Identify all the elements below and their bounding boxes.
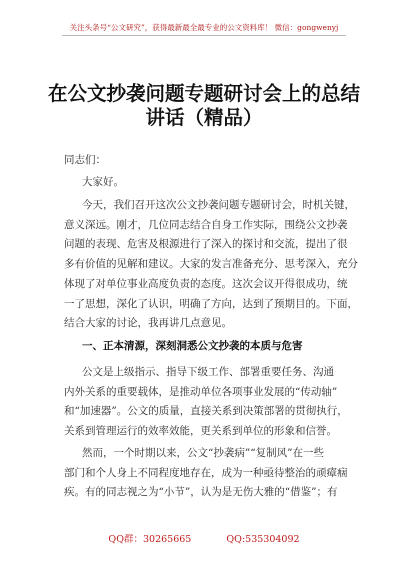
paragraph-line: 问题的表现、危害及根源进行了深入的探讨和交流，提出了很 — [64, 238, 348, 251]
title-line-1: 在公文抄袭问题专题研讨会上的总结 — [47, 82, 360, 105]
paragraph-line: 一了思想，深化了认识，明确了方向，达到了预期目的。下面， — [64, 297, 358, 310]
paragraph-3 — [64, 444, 352, 503]
paragraph-line: 部门和个人身上不同程度地存在，成为一种亟待整治的顽瘴痼 — [64, 466, 348, 479]
document-title — [30, 82, 378, 130]
paragraph-line: 和“加速器”。公文的质量，直接关系到决策部署的贯彻执行， — [64, 405, 348, 418]
paragraph-line: 体现了对单位事业高度负责的态度。这次会议开得很成功，统 — [64, 277, 348, 290]
qq-label: QQ:535304092 — [226, 534, 300, 545]
paragraph-line: 今天，我们召开这次公文抄袭问题专题研讨会，时机关键， — [82, 199, 355, 211]
paragraph-line: 多有价值的见解和建议。大家的发言准备充分、思考深入，充分 — [64, 258, 358, 271]
qq-group-label: QQ群：30265665 — [108, 534, 192, 545]
paragraph-2 — [64, 363, 352, 442]
paragraph-line: 公文是上级指示、指导下级工作、部署重要任务、沟通 — [82, 366, 334, 378]
paragraph-line: 然而，一个时期以来，公文“抄袭病”“复制风”在一些 — [82, 447, 324, 459]
paragraph-line: 结合大家的讨论，我再讲几点意见。 — [64, 317, 232, 330]
footer-contact — [0, 531, 408, 545]
header-notice: 关注头条号“公文研究”，获得最新最全最专业的公文资料库！ 微信：gongwenyj — [69, 23, 339, 32]
title-line-2: 讲话（精品） — [145, 106, 263, 129]
paragraph-line: 关系到管理运行的效率效能，更关系到单位的形象和信誉。 — [64, 425, 337, 438]
greeting: 大家好。 — [82, 176, 124, 188]
paragraph-line: 内外关系的重要载体，是推动单位各项事业发展的“传动轴” — [64, 385, 338, 398]
section-heading: 一、正本清源，深刻洞悉公文抄袭的本质与危害 — [82, 340, 303, 352]
salutation: 同志们： — [64, 154, 106, 166]
paragraph-line: 疾。有的同志视之为“小节”，认为是无伤大雅的“借鉴”；有 — [64, 486, 338, 499]
paragraph-line: 意义深远。刚才，几位同志结合自身工作实际，围绕公文抄袭 — [64, 218, 348, 231]
header-divider — [62, 35, 346, 36]
paragraph-1 — [64, 196, 358, 334]
